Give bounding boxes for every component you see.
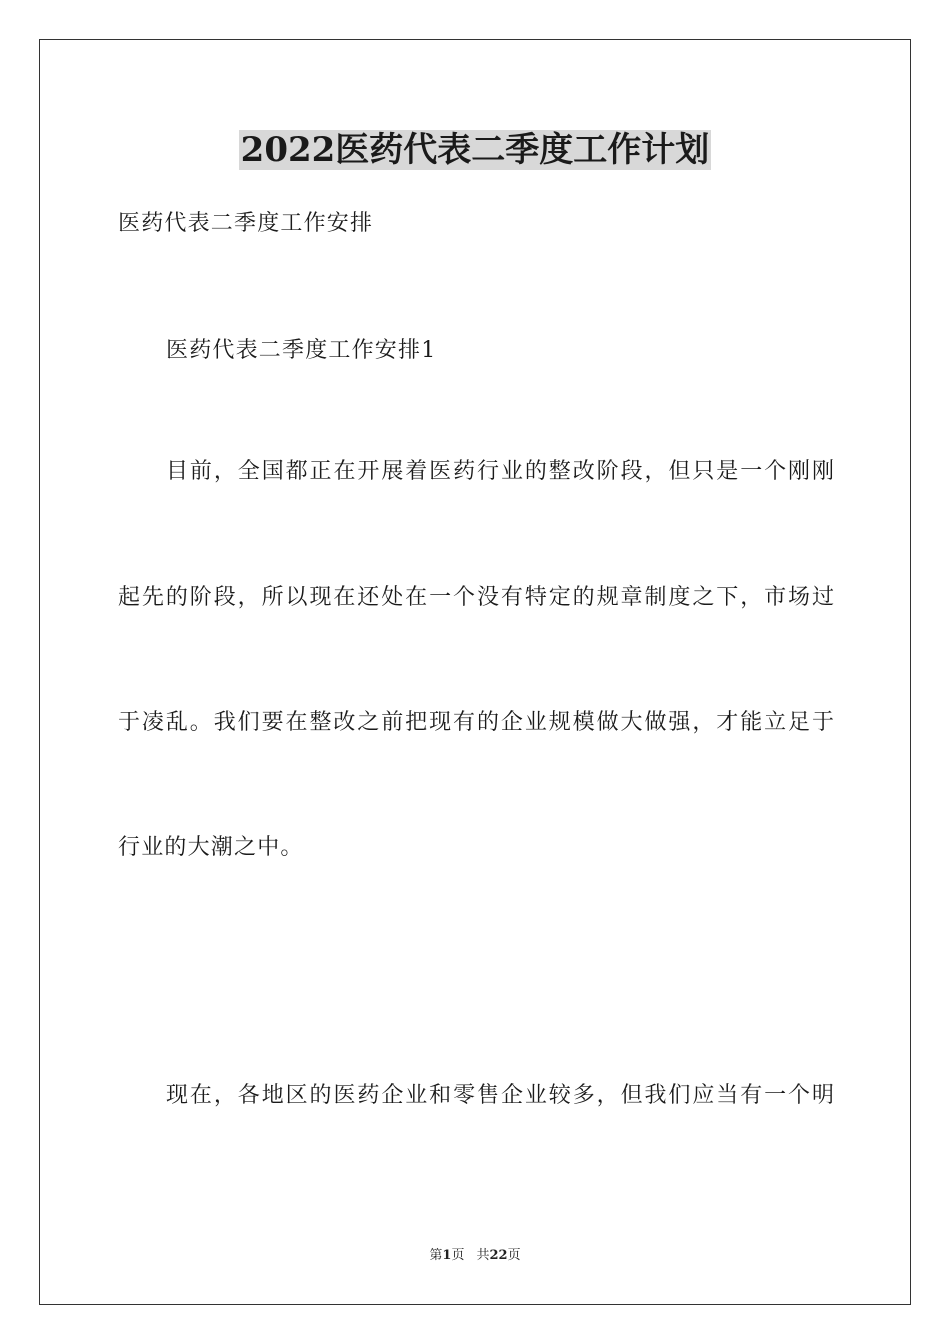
page-footer	[0, 1247, 950, 1265]
paragraph-line: 于凌乱。我们要在整改之前把现有的企业规模做大做强，才能立足于	[118, 710, 834, 735]
document-title-text: 2022医药代表二季度工作计划	[240, 130, 710, 170]
document-subtitle: 医药代表二季度工作安排	[118, 211, 374, 236]
page-number: 1	[442, 1248, 452, 1263]
paragraph-line: 目前，全国都正在开展着医药行业的整改阶段，但只是一个刚刚	[166, 459, 834, 484]
paragraph-line: 起先的阶段，所以现在还处在一个没有特定的规章制度之下，市场过	[118, 585, 834, 610]
total-prefix: 共	[476, 1248, 490, 1263]
page-prefix: 第	[429, 1248, 443, 1263]
section-heading: 医药代表二季度工作安排1	[166, 338, 437, 363]
paragraph-line: 行业的大潮之中。	[118, 835, 304, 860]
total-suffix: 页	[507, 1248, 521, 1263]
total-pages: 22	[489, 1248, 508, 1263]
page-suffix: 页	[451, 1248, 465, 1263]
document-title	[0, 126, 950, 174]
paragraph-line: 现在，各地区的医药企业和零售企业较多，但我们应当有一个明	[166, 1083, 834, 1108]
